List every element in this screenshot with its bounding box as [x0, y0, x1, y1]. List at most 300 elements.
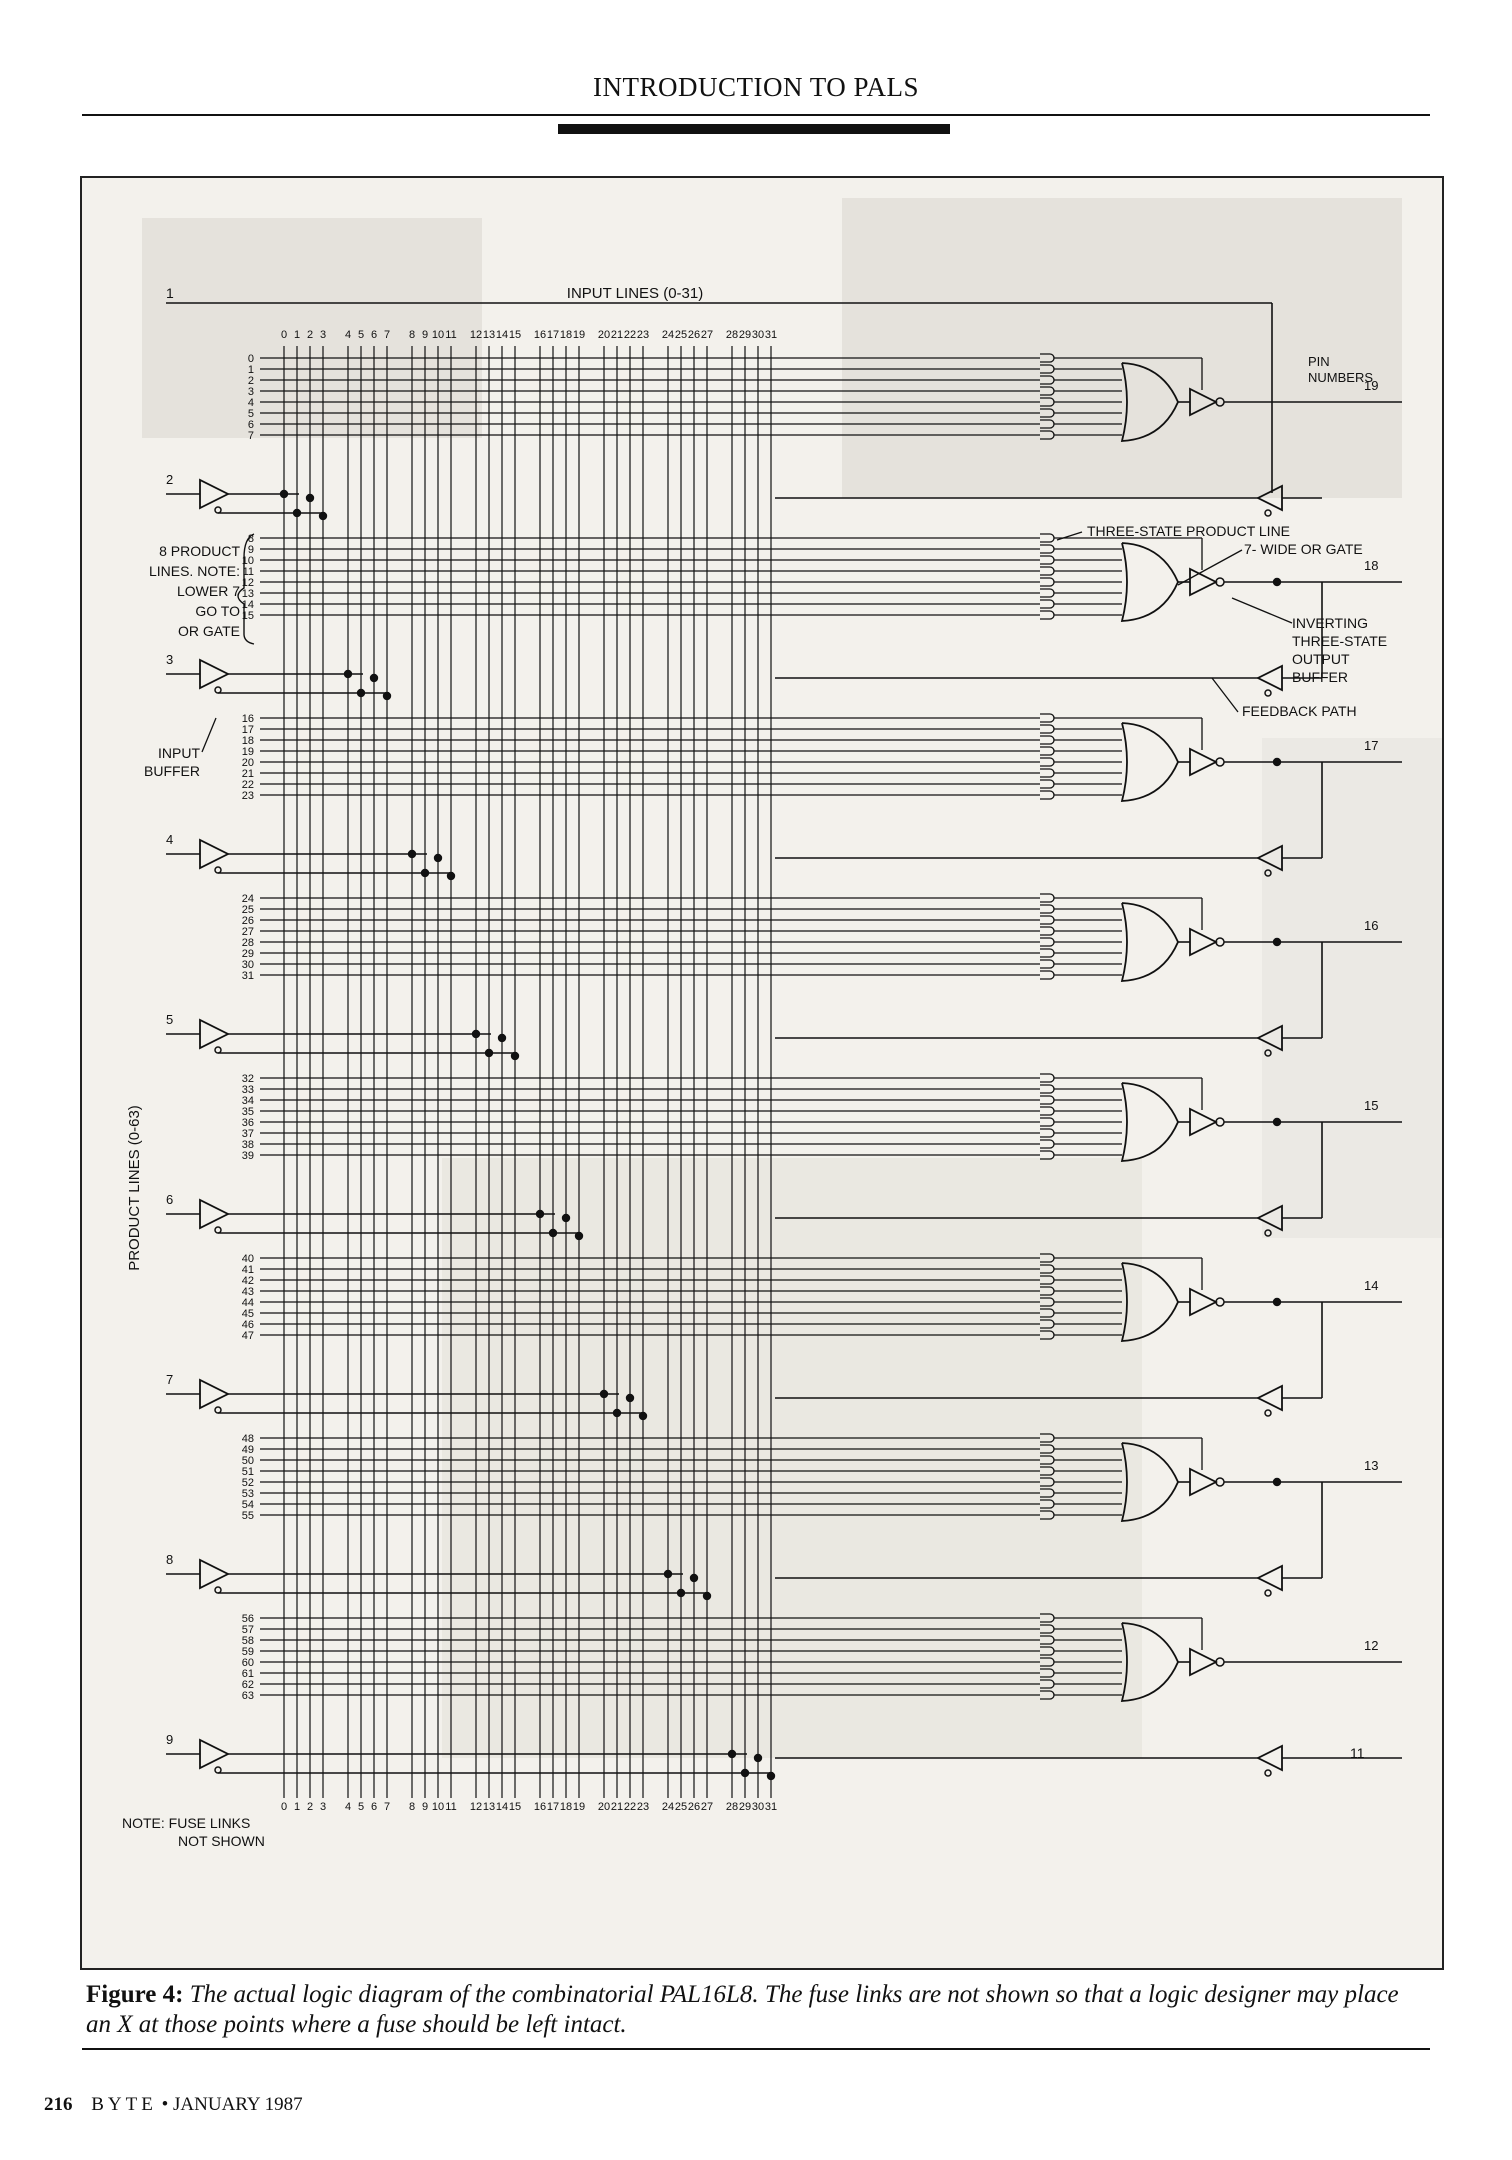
connection-dot	[421, 869, 429, 877]
connection-dot	[741, 1769, 749, 1777]
and-gate	[1040, 1118, 1054, 1126]
product-line-number: 3	[247, 386, 254, 398]
input-column-label-bottom: 0	[280, 1801, 288, 1813]
annotations	[122, 354, 1387, 1849]
magazine-name: BYTE	[91, 2094, 157, 2115]
output-junction-dot	[1273, 938, 1281, 946]
and-gate	[1040, 780, 1054, 788]
and-gate	[1040, 1500, 1054, 1508]
product-line-number: 35	[241, 1106, 254, 1118]
feedback-buffer-bubble	[1265, 1230, 1271, 1236]
figure-caption	[86, 1980, 1426, 2040]
and-gate	[1040, 556, 1054, 564]
feedback-buffer-triangle	[1258, 1566, 1282, 1590]
input-pin-label: 6	[166, 1192, 174, 1207]
product-line-number: 2	[247, 375, 254, 387]
connection-dot	[293, 509, 301, 517]
output-pin-label: 16	[1364, 918, 1379, 933]
product-line-number: 54	[241, 1499, 254, 1511]
output-pin-label: 18	[1364, 558, 1379, 573]
output-junction-dot	[1273, 1298, 1281, 1306]
input-column-label-bottom: 25	[674, 1801, 688, 1813]
input-column-label: 30	[751, 329, 765, 341]
product-line-number: 22	[241, 779, 254, 791]
input-buffer-triangle	[200, 1380, 228, 1408]
product-line-number: 24	[241, 893, 254, 905]
or-gate	[1122, 1443, 1178, 1521]
product-line-number: 0	[247, 353, 254, 365]
input-buffer-note: INPUT	[158, 745, 200, 761]
input-column-label: 23	[636, 329, 650, 341]
feedback-buffer-triangle	[1258, 846, 1282, 870]
output-buffer-triangle	[1190, 389, 1216, 415]
product-line-number: 40	[241, 1253, 254, 1265]
product-line-number: 44	[241, 1297, 254, 1309]
connection-dot	[549, 1229, 557, 1237]
and-gate	[1040, 398, 1054, 406]
input-pin-label: 2	[166, 472, 174, 487]
product-line-number: 31	[241, 970, 254, 982]
and-gate	[1040, 1096, 1054, 1104]
feedback-buffer-bubble	[1265, 1590, 1271, 1596]
and-gate	[1040, 1669, 1054, 1677]
and-gate	[1040, 927, 1054, 935]
and-gate	[1040, 1320, 1054, 1328]
product-line-number: 56	[241, 1613, 254, 1625]
output-buffer-pointer	[1232, 598, 1292, 623]
product-line-number: 33	[241, 1084, 254, 1096]
output-buffer-triangle	[1190, 1649, 1216, 1675]
and-gate	[1040, 938, 1054, 946]
product-line-number: 43	[241, 1286, 254, 1298]
connection-dot	[728, 1750, 736, 1758]
product-line-number: 57	[241, 1624, 254, 1636]
feedback-buffer-triangle	[1258, 1206, 1282, 1230]
output-junction-dot	[1273, 1118, 1281, 1126]
connection-dot	[536, 1210, 544, 1218]
feedback-buffer-bubble	[1265, 870, 1271, 876]
and-gate	[1040, 1331, 1054, 1339]
and-gate	[1040, 916, 1054, 924]
product-lines-note: OR GATE	[178, 623, 240, 639]
or-gate	[1122, 1623, 1178, 1701]
and-gate	[1040, 534, 1054, 542]
and-gate	[1040, 791, 1054, 799]
input-pin-label: 8	[166, 1552, 174, 1567]
input-column-label: 9	[421, 329, 429, 341]
feedback-buffer-triangle	[1258, 1386, 1282, 1410]
and-gate	[1040, 1434, 1054, 1442]
product-lines-note: GO TO	[195, 603, 240, 619]
and-gate	[1040, 894, 1054, 902]
output-junction-dot	[1273, 578, 1281, 586]
and-gate	[1040, 714, 1054, 722]
input-column-label-bottom: 29	[738, 1801, 752, 1813]
and-gate	[1040, 1625, 1054, 1633]
and-gate	[1040, 1074, 1054, 1082]
input-column-label-bottom: 1	[293, 1801, 301, 1813]
header-accent-bar	[558, 124, 950, 134]
or-gate	[1122, 1083, 1178, 1161]
or-gate-note: 7- WIDE OR GATE	[1244, 541, 1363, 557]
output-buffer-triangle	[1190, 1109, 1216, 1135]
input-column-label-bottom: 15	[508, 1801, 522, 1813]
input-column-label-bottom: 5	[357, 1801, 365, 1813]
input-buffer-triangle	[200, 480, 228, 508]
connection-dot	[613, 1409, 621, 1417]
product-line-number: 62	[241, 1679, 254, 1691]
product-line-number: 26	[241, 915, 254, 927]
product-line-number: 49	[241, 1444, 254, 1456]
connection-dot	[639, 1412, 647, 1420]
output-junction-dot	[1273, 758, 1281, 766]
input-column-label: 20	[597, 329, 611, 341]
product-line-number: 34	[241, 1095, 254, 1107]
output-buffer-note: OUTPUT	[1292, 651, 1350, 667]
output-buffer-triangle	[1190, 1289, 1216, 1315]
connection-dot	[562, 1214, 570, 1222]
input-buffer-complement-bubble	[215, 1047, 221, 1053]
product-line-number: 29	[241, 948, 254, 960]
feedback-buffer-bubble	[1265, 1410, 1271, 1416]
feedback-buffer-bubble	[1265, 690, 1271, 696]
output-pin-label: 19	[1364, 378, 1379, 393]
input-buffer-triangle	[200, 1200, 228, 1228]
product-line-number: 32	[241, 1073, 254, 1085]
footer-separator: •	[161, 2094, 169, 2115]
input-column-label-bottom: 22	[623, 1801, 637, 1813]
and-gate	[1040, 1614, 1054, 1622]
input-lines-title: INPUT LINES (0-31)	[566, 285, 704, 302]
input-column-label: 26	[687, 329, 701, 341]
connection-dot	[306, 494, 314, 502]
running-header: INTRODUCTION TO PALS	[592, 72, 920, 102]
connection-dot	[664, 1570, 672, 1578]
input-column-label: 11	[445, 329, 457, 341]
input-column-label-bottom: 28	[725, 1801, 739, 1813]
output-pin-label: 17	[1364, 738, 1379, 753]
input-column-label-bottom: 17	[546, 1801, 560, 1813]
product-line-number: 42	[241, 1275, 254, 1287]
product-lines-note: 8 PRODUCT	[159, 543, 240, 559]
and-gate	[1040, 758, 1054, 766]
or-gate	[1122, 903, 1178, 981]
input-column-label-bottom: 9	[421, 1801, 429, 1813]
output-buffer-triangle	[1190, 1469, 1216, 1495]
connection-dot	[600, 1390, 608, 1398]
product-line-number: 14	[241, 599, 254, 611]
caption-text: The actual logic diagram of the combinatorial PAL16L8. The fuse links are not shown so that a logic designer may place an X at those points where a fuse should be left intact.	[86, 1981, 1399, 2038]
and-gate	[1040, 1445, 1054, 1453]
input-column-label: 2	[306, 329, 314, 341]
and-gate	[1040, 1265, 1054, 1273]
feedback-buffer-triangle	[1258, 666, 1282, 690]
feedback-buffer-triangle	[1258, 1746, 1282, 1770]
and-gate	[1040, 545, 1054, 553]
feedback-buffer-triangle	[1258, 486, 1282, 510]
input-column-label: 8	[408, 329, 416, 341]
product-lines-note: LINES. NOTE:	[148, 563, 240, 579]
and-gate	[1040, 725, 1054, 733]
feedback-buffer-bubble	[1265, 1050, 1271, 1056]
input-pin-label: 5	[166, 1012, 174, 1027]
and-gate	[1040, 1511, 1054, 1519]
and-gate	[1040, 971, 1054, 979]
and-gate	[1040, 1287, 1054, 1295]
feedback-buffer-bubble	[1265, 1770, 1271, 1776]
product-line-number: 25	[241, 904, 254, 916]
product-line-number: 7	[247, 430, 254, 442]
and-gate	[1040, 1140, 1054, 1148]
and-gate	[1040, 1647, 1054, 1655]
and-gate	[1040, 1254, 1054, 1262]
input-buffer-complement-bubble	[215, 1587, 221, 1593]
and-gate	[1040, 376, 1054, 384]
product-line-number: 27	[241, 926, 254, 938]
input-column-label: 6	[370, 329, 378, 341]
header-rule	[82, 114, 1430, 116]
product-line-number: 12	[241, 577, 254, 589]
product-line-number: 5	[247, 408, 254, 420]
connection-dot	[319, 512, 327, 520]
input-column-label: 28	[725, 329, 739, 341]
product-line-number: 15	[241, 610, 254, 622]
and-gate	[1040, 365, 1054, 373]
input-column-label: 5	[357, 329, 365, 341]
input-column-label: 21	[610, 329, 624, 341]
input-column-label-bottom: 14	[495, 1801, 509, 1813]
output-buffer-triangle	[1190, 569, 1216, 595]
product-line-number: 45	[241, 1308, 254, 1320]
output-buffer-note: THREE-STATE	[1292, 633, 1388, 649]
or-gate	[1122, 363, 1178, 441]
product-line-number: 13	[241, 588, 254, 600]
product-line-number: 41	[241, 1264, 254, 1276]
input-column-label-bottom: 12	[469, 1801, 483, 1813]
connection-dot	[767, 1772, 775, 1780]
connection-dot	[575, 1232, 583, 1240]
product-line-number: 37	[241, 1128, 254, 1140]
input-buffer-complement-bubble	[215, 867, 221, 873]
input-column-label: 24	[661, 329, 675, 341]
feedback-buffer-triangle	[1258, 1026, 1282, 1050]
product-line-number: 23	[241, 790, 254, 802]
input-column-label-bottom: 23	[636, 1801, 650, 1813]
and-gate	[1040, 1456, 1054, 1464]
input-column-label: 15	[508, 329, 522, 341]
input-column-label: 25	[674, 329, 688, 341]
and-gate	[1040, 1309, 1054, 1317]
three-state-pointer	[1057, 532, 1082, 540]
input-column-label: 7	[383, 329, 391, 341]
footer-rule	[82, 2048, 1430, 2050]
connection-dot	[434, 854, 442, 862]
and-gate	[1040, 1467, 1054, 1475]
input-column-label-bottom: 11	[445, 1801, 457, 1813]
page-number: 216	[44, 2094, 73, 2115]
caption-label: Figure 4:	[86, 1981, 184, 2008]
output-pin-label: 14	[1364, 1278, 1379, 1293]
output-pin-label: 12	[1364, 1638, 1379, 1653]
input-column-label: 0	[280, 329, 288, 341]
input-column-label: 17	[546, 329, 560, 341]
product-line-number: 1	[247, 364, 254, 376]
product-line-number: 17	[241, 724, 254, 736]
and-gate	[1040, 409, 1054, 417]
product-line-number: 51	[241, 1466, 254, 1478]
or-gate	[1122, 723, 1178, 801]
input-column-label: 27	[700, 329, 714, 341]
input-column-label: 13	[482, 329, 496, 341]
input-column-label-bottom: 27	[700, 1801, 714, 1813]
product-lines-note: LOWER 7	[176, 583, 240, 599]
input-pin-label: 4	[166, 832, 174, 847]
and-gate	[1040, 1276, 1054, 1284]
three-state-note: THREE-STATE PRODUCT LINE	[1087, 523, 1291, 539]
input-column-label-bottom: 2	[306, 1801, 314, 1813]
and-gate	[1040, 1658, 1054, 1666]
and-gate	[1040, 387, 1054, 395]
product-line-number: 47	[241, 1330, 254, 1342]
connection-dot	[677, 1589, 685, 1597]
output-buffer-note: INVERTING	[1292, 615, 1368, 631]
input-column-label: 16	[533, 329, 547, 341]
input-buffer-complement-bubble	[215, 507, 221, 513]
input-buffer-complement-bubble	[215, 1767, 221, 1773]
and-gate	[1040, 431, 1054, 439]
feedback-buffer-bubble	[1265, 510, 1271, 516]
product-line-number: 59	[241, 1646, 254, 1658]
connection-dot	[370, 674, 378, 682]
output-buffer-note: BUFFER	[1292, 669, 1348, 685]
and-gate	[1040, 354, 1054, 362]
connection-dot	[498, 1034, 506, 1042]
and-gate	[1040, 1085, 1054, 1093]
connection-dot	[344, 670, 352, 678]
and-gate	[1040, 1489, 1054, 1497]
and-gate	[1040, 611, 1054, 619]
product-line-number: 61	[241, 1668, 254, 1680]
input-column-label-bottom: 7	[383, 1801, 391, 1813]
fuse-links-note: NOTE: FUSE LINKS	[122, 1815, 251, 1831]
connection-dot	[280, 490, 288, 498]
input-column-label-bottom: 10	[431, 1801, 445, 1813]
and-gate	[1040, 600, 1054, 608]
product-line-number: 19	[241, 746, 254, 758]
and-gate	[1040, 1151, 1054, 1159]
product-line-number: 30	[241, 959, 254, 971]
and-gate	[1040, 1691, 1054, 1699]
pin-11-label: 11	[1350, 1745, 1365, 1761]
or-gate	[1122, 543, 1178, 621]
page-footer	[44, 2094, 303, 2116]
input-column-label-bottom: 3	[319, 1801, 327, 1813]
input-column-label: 31	[764, 329, 778, 341]
input-column-label: 10	[431, 329, 445, 341]
input-buffer-complement-bubble	[215, 1227, 221, 1233]
connection-dot	[703, 1592, 711, 1600]
and-gate	[1040, 1636, 1054, 1644]
input-column-label: 22	[623, 329, 637, 341]
connection-dot	[357, 689, 365, 697]
pin-numbers-note: PIN	[1308, 354, 1330, 369]
and-gate	[1040, 1107, 1054, 1115]
product-line-number: 28	[241, 937, 254, 949]
input-column-label-bottom: 16	[533, 1801, 547, 1813]
input-column-label: 14	[495, 329, 509, 341]
and-gate	[1040, 589, 1054, 597]
pin-numbers-note: NUMBERS	[1308, 370, 1374, 385]
product-line-number: 48	[241, 1433, 254, 1445]
input-column-label-bottom: 24	[661, 1801, 675, 1813]
issue-date: JANUARY 1987	[173, 2094, 303, 2115]
and-gate	[1040, 1680, 1054, 1688]
connection-dot	[511, 1052, 519, 1060]
gate-array	[775, 354, 1402, 1776]
input-buffer-triangle	[200, 1740, 228, 1768]
input-column-label-bottom: 31	[764, 1801, 778, 1813]
input-column-label: 12	[469, 329, 483, 341]
input-pin-label: 9	[166, 1732, 174, 1747]
input-column-label-bottom: 4	[344, 1801, 352, 1813]
connection-dot	[383, 692, 391, 700]
input-buffer-triangle	[200, 660, 228, 688]
and-gate	[1040, 736, 1054, 744]
and-gate	[1040, 769, 1054, 777]
product-line-number: 63	[241, 1690, 254, 1702]
input-buffer-complement-bubble	[215, 687, 221, 693]
product-lines-axis-label: PRODUCT LINES (0-63)	[126, 1105, 143, 1271]
input-column-label-bottom: 26	[687, 1801, 701, 1813]
product-line-number: 50	[241, 1455, 254, 1467]
input-column-label: 19	[572, 329, 586, 341]
feedback-note: FEEDBACK PATH	[1242, 703, 1357, 719]
input-column-label-bottom: 6	[370, 1801, 378, 1813]
input-buffer-triangle	[200, 1560, 228, 1588]
product-line-number: 20	[241, 757, 254, 769]
input-buffer-triangle	[200, 840, 228, 868]
product-line-number: 55	[241, 1510, 254, 1522]
input-buffer-triangle	[200, 1020, 228, 1048]
input-column-label-bottom: 21	[610, 1801, 624, 1813]
feedback-pointer	[1212, 678, 1238, 712]
connection-dot	[485, 1049, 493, 1057]
input-column-label: 4	[344, 329, 352, 341]
product-line-number: 39	[241, 1150, 254, 1162]
product-line-number: 46	[241, 1319, 254, 1331]
product-line-number: 53	[241, 1488, 254, 1500]
and-gate	[1040, 1298, 1054, 1306]
input-pin-label: 3	[166, 652, 174, 667]
output-buffer-triangle	[1190, 929, 1216, 955]
product-line-number: 38	[241, 1139, 254, 1151]
output-junction-dot	[1273, 1478, 1281, 1486]
input-pin-label: 7	[166, 1372, 174, 1387]
output-pin-label: 15	[1364, 1098, 1379, 1113]
and-gate	[1040, 578, 1054, 586]
and-gate	[1040, 567, 1054, 575]
input-column-label-bottom: 18	[559, 1801, 573, 1813]
product-line-number: 18	[241, 735, 254, 747]
input-column-label: 1	[293, 329, 301, 341]
figure-frame	[80, 176, 1444, 1970]
input-buffer-complement-bubble	[215, 1407, 221, 1413]
input-buffer-pointer	[202, 718, 216, 752]
output-buffer-triangle	[1190, 749, 1216, 775]
input-buffer-note: BUFFER	[144, 763, 200, 779]
pin-1-label: 1	[166, 285, 174, 301]
product-line-number: 21	[241, 768, 254, 780]
